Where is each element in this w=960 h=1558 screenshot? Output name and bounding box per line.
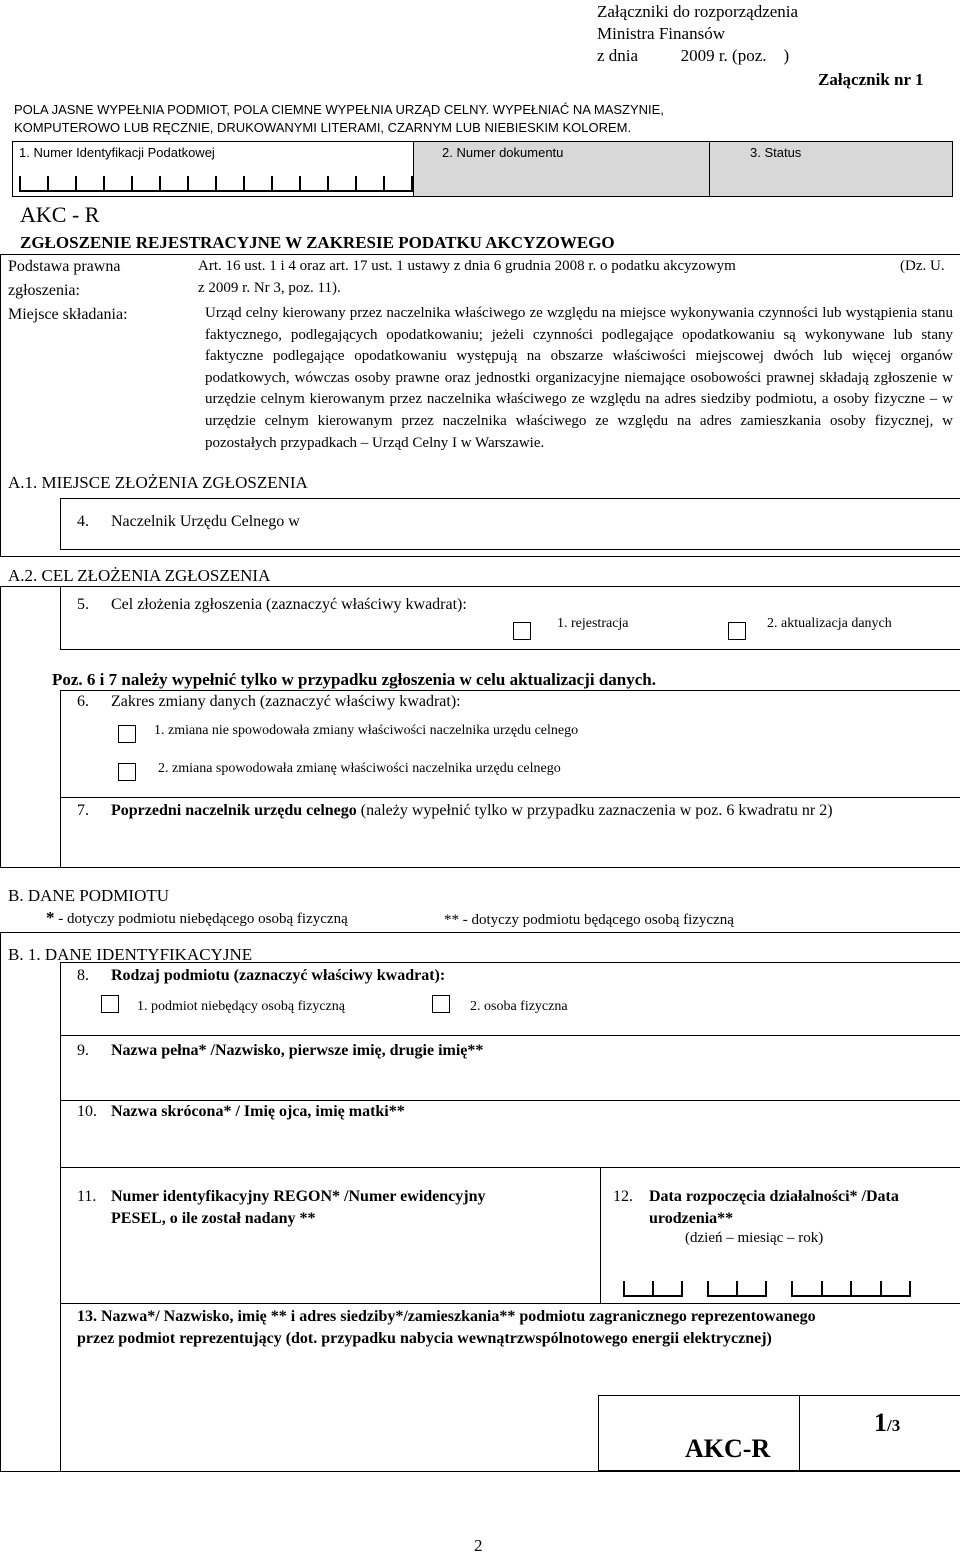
field-12-label-2: urodzenia** — [649, 1210, 734, 1227]
place-text: Urząd celny kierowany przez naczelnika właściwego ze względu na miejsce wykonywania czynności lub wystąpienia stanu faktycznego, podlegających opodatkowaniu; jeżeli czynności podlegające opodatkowaniu są wykonywane lub stany faktyczne podlegające opodatkowaniu występują na obszarze właściwości miejscowej dwóch lub więcej organów podatkowych, wówczas osoby prawne oraz jednostki organizacyjne niemające osobowości prawnej składają zgłoszenie w urzędzie celnym kierowanym przez naczelnika właściwego ze względu na adres siedziby podmiotu, a osoby fizyczne – w urzędzie celnym kierowanym przez naczelnika właściwego ze względu na adres zamieszkania osoby fizycznej, w pozostałych przypadkach – Urząd Celny I w Warszawie. — [205, 305, 953, 451]
field-8-label: Rodzaj podmiotu (zaznaczyć właściwy kwadrat): — [111, 967, 446, 984]
status-field — [709, 141, 953, 197]
footer-box — [598, 1395, 960, 1471]
field-9-box[interactable] — [60, 1035, 960, 1101]
field-11-box[interactable] — [60, 1167, 601, 1304]
field-6-option-2-label: 2. zmiana spowodowała zmianę właściwości naczelnika urzędu celnego — [158, 761, 561, 776]
field-10-number: 10. — [77, 1103, 97, 1120]
field-8-option-1-label: 1. podmiot niebędący osobą fizyczną — [137, 999, 345, 1014]
place-label: Miejsce składania: — [8, 306, 128, 323]
field-6-label: Zakres zmiany danych (zaznaczyć właściwy kwadrat): — [111, 693, 461, 710]
field-12-label-3: (dzień – miesiąc – rok) — [685, 1230, 824, 1246]
field-12-number: 12. — [613, 1188, 633, 1205]
form-title: ZGŁOSZENIE REJESTRACYJNE W ZAKRESIE PODATKU AKCYZOWEGO — [20, 233, 615, 252]
document-page-number: 2 — [474, 1536, 483, 1555]
field-9-label: Nazwa pełna* /Nazwisko, pierwsze imię, drugie imię** — [111, 1042, 484, 1059]
date-day-comb — [623, 1281, 683, 1297]
checkbox-natural-person[interactable] — [432, 995, 450, 1013]
field-6-option-1-label: 1. zmiana nie spowodowała zmiany właściwości naczelnika urzędu celnego — [154, 723, 579, 738]
field-13-label-1: 13. Nazwa*/ Nazwisko, imię ** i adres siedziby*/zamieszkania** podmiotu zagranicznego reprezentowanego — [77, 1308, 816, 1325]
checkbox-registration[interactable] — [513, 622, 531, 640]
field-13-label-2: przez podmiot reprezentujący (dot. przypadku nabycia wewnątrzwspólnotowego energii elektrycznej) — [77, 1330, 772, 1347]
update-note: Poz. 6 i 7 należy wypełnić tylko w przypadku zgłoszenia w celu aktualizacji danych. — [52, 670, 656, 689]
legal-basis-label-1: Podstawa prawna — [8, 258, 121, 275]
field-12-label-1: Data rozpoczęcia działalności* /Data — [649, 1188, 899, 1205]
status-label: 3. Status — [750, 145, 802, 160]
field-7-number: 7. — [77, 802, 89, 819]
field-4-number: 4. — [77, 513, 89, 530]
field-7-label-bold: Poprzedni naczelnik urzędu celnego — [111, 802, 357, 819]
form-code: AKC - R — [20, 202, 100, 227]
footer-form-code: AKC-R — [685, 1434, 771, 1463]
document-number-field — [413, 141, 710, 197]
section-b-title: B. DANE PODMIOTU — [8, 886, 170, 905]
legal-basis-text-1: Art. 16 ust. 1 i 4 oraz art. 17 ust. 1 ustawy z dnia 6 grudnia 2008 r. o podatku akcyzowym — [198, 258, 736, 274]
field-10-label: Nazwa skrócona* / Imię ojca, imię matki** — [111, 1103, 405, 1120]
instructions-line-2: KOMPUTEROWO LUB RĘCZNIE, DRUKOWANYMI LITERAMI, CZARNYM LUB NIEBIESKIM KOLOREM. — [14, 120, 632, 135]
option-data-update-label: 2. aktualizacja danych — [767, 616, 892, 631]
date-month-comb — [707, 1281, 767, 1297]
field-9-number: 9. — [77, 1042, 89, 1059]
page-total: /3 — [887, 1416, 901, 1435]
field-10-box[interactable] — [60, 1100, 960, 1168]
attachment-line-1: Załączniki do rozporządzenia — [597, 2, 799, 21]
checkbox-no-change-jurisdiction[interactable] — [118, 725, 136, 743]
field-4-box[interactable] — [60, 498, 960, 550]
legend-star-text: - dotyczy podmiotu niebędącego osobą fizyczną — [54, 911, 348, 927]
checkbox-data-update[interactable] — [728, 622, 746, 640]
attachment-line-2: Ministra Finansów — [597, 24, 725, 43]
field-7-label-rest: (należy wypełnić tylko w przypadku zaznaczenia w poz. 6 kwadratu nr 2) — [356, 802, 833, 819]
checkbox-entity-non-person[interactable] — [101, 995, 119, 1013]
field-11-label-1: Numer identyfikacyjny REGON* /Numer ewidencyjny — [111, 1188, 486, 1205]
field-4-label: Naczelnik Urzędu Celnego w — [111, 513, 300, 530]
legal-basis-text-2: z 2009 r. Nr 3, poz. 11). — [198, 280, 341, 296]
section-b1-title: B. 1. DANE IDENTYFIKACYJNE — [8, 945, 253, 964]
legend-double-star: ** - dotyczy podmiotu będącego osobą fizyczną — [444, 912, 734, 928]
nip-comb — [19, 176, 413, 192]
field-11-number: 11. — [77, 1188, 97, 1205]
field-8-option-2-label: 2. osoba fizyczna — [470, 999, 568, 1014]
section-a1-title: A.1. MIEJSCE ZŁOŻENIA ZGŁOSZENIA — [8, 473, 308, 492]
field-5-number: 5. — [77, 596, 89, 613]
date-year-comb — [791, 1281, 911, 1297]
field-7-box[interactable] — [60, 797, 960, 868]
option-registration-label: 1. rejestracja — [557, 616, 629, 631]
legend-star: * — [46, 908, 55, 927]
field-5-label: Cel złożenia zgłoszenia (zaznaczyć właściwy kwadrat): — [111, 596, 467, 613]
section-a2-title: A.2. CEL ZŁOŻENIA ZGŁOSZENIA — [8, 566, 271, 585]
legal-basis-label-2: zgłoszenia: — [8, 282, 80, 299]
nip-label: 1. Numer Identyfikacji Podatkowej — [19, 145, 215, 160]
legal-basis-text-1b: (Dz. U. — [900, 258, 945, 274]
field-12-box[interactable] — [600, 1167, 960, 1304]
checkbox-change-jurisdiction[interactable] — [118, 763, 136, 781]
attachment-number: Załącznik nr 1 — [818, 70, 924, 89]
field-6-box — [60, 690, 960, 798]
field-8-number: 8. — [77, 967, 89, 984]
page-number-cell — [799, 1396, 960, 1470]
document-number-label: 2. Numer dokumentu — [442, 145, 564, 160]
attachment-line-3: z dnia 2009 r. (poz. ) — [597, 46, 790, 65]
field-11-label-2: PESEL, o ile został nadany ** — [111, 1210, 316, 1227]
nip-field[interactable] — [12, 141, 414, 197]
page-number: 1 — [874, 1408, 887, 1437]
field-8-box — [60, 962, 960, 1036]
field-5-box — [60, 586, 960, 650]
instructions-line-1: POLA JASNE WYPEŁNIA PODMIOT, POLA CIEMNE WYPEŁNIA URZĄD CELNY. WYPEŁNIAĆ NA MASZYNIE, — [14, 102, 664, 117]
field-6-number: 6. — [77, 693, 89, 710]
